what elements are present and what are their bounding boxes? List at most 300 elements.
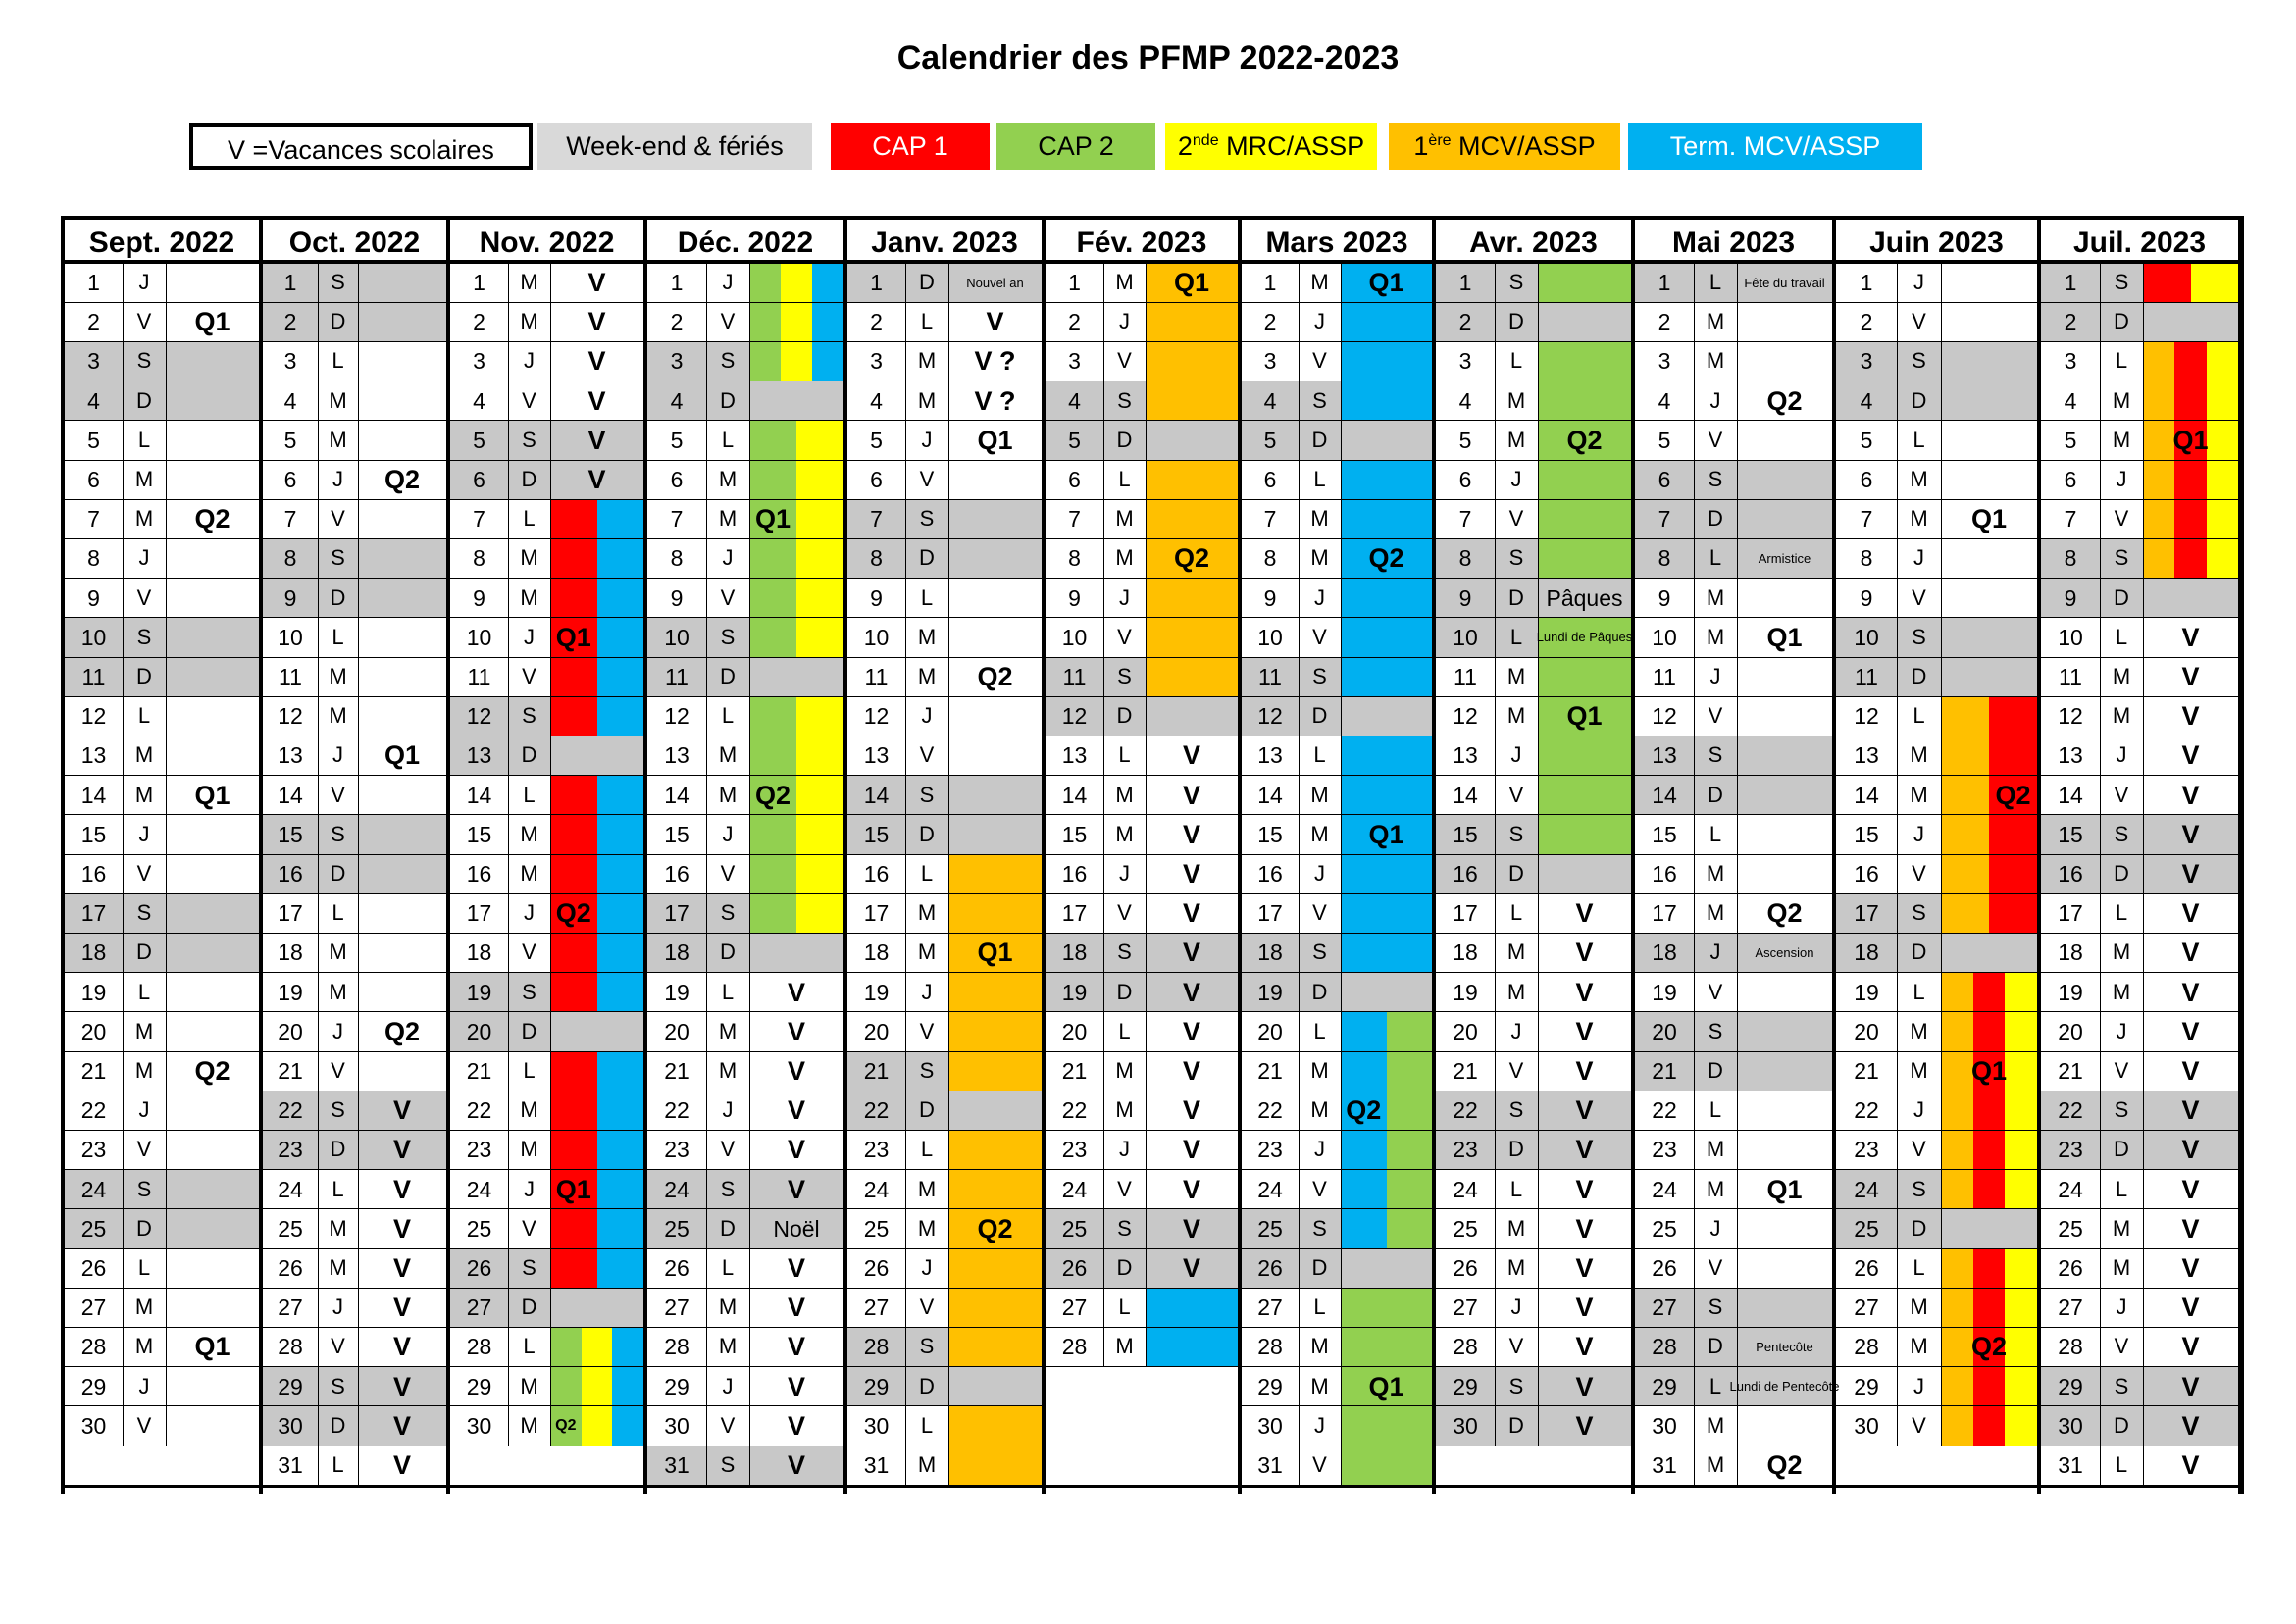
weekday-letter: D [330,1412,346,1438]
weekday-letter: M [329,1215,347,1241]
day-number: 2 [1263,309,1277,335]
weekday-letter: J [2116,1018,2127,1043]
day-number: 9 [283,584,297,611]
day-number: 29 [1652,1373,1677,1399]
weekday-letter: S [1708,742,1723,768]
weekday-letter: J [921,979,933,1004]
weekday-letter: M [1115,821,1134,846]
day-mark: V [1182,819,1200,849]
day-number: 13 [1854,742,1879,769]
day-mark: Q1 [194,780,230,810]
legend-post: MCV/ASSP [1451,131,1596,161]
weekday-letter: S [136,624,152,649]
day-mark: Q2 [194,1056,230,1086]
day-number: 12 [1854,703,1879,730]
weekday-letter: M [1706,1176,1725,1201]
weekday-letter: M [1706,900,1725,926]
pfmp-bar [948,1091,1042,1130]
day-number: 5 [1263,427,1277,453]
weekday-letter: S [1117,664,1132,688]
day-number: 13 [1257,742,1283,769]
weekday-letter: D [330,309,346,334]
day-mark: V [2181,859,2200,888]
day-mark: V [787,977,805,1007]
day-mark: Lundi de Pentecôte [1729,1379,1840,1395]
day-number: 5 [1658,427,1671,453]
weekday-letter: V [1312,1176,1327,1201]
day-number: 26 [2058,1255,2083,1281]
day-number: 22 [278,1097,303,1124]
day-number: 29 [1854,1373,1879,1399]
day-mark: Q1 [1368,819,1404,849]
weekday-letter: L [920,1137,934,1162]
pfmp-bar [2143,263,2191,302]
weekday-letter: M [1506,1215,1526,1241]
day-mark: V [2181,1174,2200,1204]
day-mark: V [1575,1095,1594,1126]
day-number: 22 [1061,1097,1088,1124]
day-mark: Q1 [754,504,791,534]
weekday-letter: L [920,584,934,610]
month-header: Mars 2023 [1242,216,1432,263]
day-number: 29 [1257,1373,1283,1399]
legend-sup: ère [1428,132,1452,149]
weekday-letter: V [331,1334,345,1359]
weekday-letter: M [718,467,738,491]
day-number: 27 [1257,1294,1283,1321]
day-number: 26 [1257,1255,1283,1281]
weekday-letter: S [919,1058,935,1083]
weekday-letter: L [137,1255,151,1280]
day-mark: V [1575,1371,1594,1401]
weekday-letter: D [720,1215,736,1241]
weekday-letter: D [1911,664,1927,688]
day-mark: Lundi de Pâques [1536,630,1633,645]
day-mark: V [1182,977,1200,1007]
day-mark: V [2181,819,2200,849]
weekday-letter: J [332,467,343,491]
day-number: 8 [1658,545,1671,572]
weekday-letter: J [1709,664,1721,688]
weekday-letter: J [1314,584,1325,610]
weekday-letter: S [1508,270,1524,294]
weekday-letter: M [1506,939,1526,965]
weekday-letter: J [1119,861,1130,886]
day-number: 1 [2064,270,2077,295]
day-number: 17 [2058,900,2083,927]
weekday-letter: M [1115,782,1134,807]
day-mark: Q2 [194,504,230,534]
weekday-letter: S [1912,348,1926,374]
weekday-letter: M [2112,939,2131,965]
weekday-letter: J [1709,939,1721,965]
day-mark: Q1 [555,622,591,652]
day-number: 4 [473,387,485,414]
day-number: 5 [283,427,297,453]
day-number: 31 [863,1452,890,1478]
day-number: 6 [2064,467,2077,492]
weekday-letter: S [1912,1176,1926,1201]
weekday-letter: V [136,584,152,610]
day-mark: V [2181,1332,2200,1362]
day-mark: Q2 [754,780,791,810]
weekday-letter: J [332,1294,343,1320]
day-number: 7 [870,506,883,533]
weekday-letter: D [1508,1137,1524,1162]
day-number: 13 [466,742,492,769]
weekday-letter: D [919,1373,935,1398]
day-number: 24 [1652,1176,1677,1202]
weekday-letter: D [1116,1255,1133,1280]
empty-cell [1046,1368,1238,1406]
weekday-letter: V [720,309,736,334]
day-number: 7 [1860,506,1873,533]
day-number: 25 [2058,1215,2083,1242]
day-mark: Ascension [1755,944,1814,960]
weekday-letter: M [2112,979,2131,1004]
day-number: 7 [87,506,100,533]
day-number: 16 [278,861,303,887]
weekday-letter: S [2114,1373,2129,1398]
weekday-letter: V [1508,1058,1524,1083]
weekday-letter: M [1506,703,1526,729]
weekday-letter: L [332,1176,344,1201]
day-mark: V [2181,1213,2200,1243]
day-number: 8 [87,545,100,572]
day-number: 4 [1860,387,1873,414]
weekday-letter: L [721,979,735,1004]
weekday-letter: D [1311,979,1328,1004]
pfmp-bar [749,381,843,421]
weekday-letter: L [332,348,344,374]
day-mark: Q1 [977,425,1013,455]
day-mark: V ? [974,385,1016,416]
weekday-letter: J [722,821,734,846]
day-number: 16 [1854,861,1879,887]
weekday-letter: M [917,387,937,413]
day-number: 1 [1860,270,1873,295]
day-number: 20 [80,1018,107,1044]
month-header: Oct. 2022 [263,216,446,263]
day-number: 12 [664,703,689,730]
day-number: 9 [2064,584,2077,611]
day-number: 27 [1854,1294,1879,1321]
day-mark: V [787,1410,805,1441]
day-number: 18 [1453,939,1478,966]
day-mark: Q2 [383,465,421,494]
legend-pre: 2 [1177,131,1193,161]
day-number: 24 [1453,1176,1478,1202]
weekday-letter: S [522,427,536,452]
day-mark: Q2 [1566,425,1603,455]
day-number: 19 [1652,979,1677,1005]
day-number: 18 [1652,939,1677,966]
day-mark: V [587,465,606,494]
day-mark: V [1182,898,1200,929]
day-number: 2 [1860,309,1873,335]
month-days [1046,263,1238,1494]
day-number: 18 [466,939,492,966]
weekday-letter: S [136,900,152,926]
weekday-letter: J [1119,584,1130,610]
row-line [1242,1485,1432,1488]
day-mark: V [2181,740,2200,771]
day-number: 8 [670,545,684,572]
day-mark: V [1182,1056,1200,1086]
day-mark: V [787,1016,805,1046]
pfmp-bar [2143,579,2238,618]
weekday-letter: V [331,506,345,532]
day-number: 3 [283,348,297,375]
day-number: 11 [864,664,889,689]
weekday-letter: J [921,1255,933,1280]
weekday-letter: J [138,545,150,571]
legend-item: CAP 1 [831,123,990,170]
weekday-letter: S [1708,467,1723,491]
day-number: 20 [863,1018,890,1044]
weekday-letter: S [720,624,736,649]
day-number: 31 [664,1452,689,1478]
row-line [847,1485,1042,1488]
day-number: 24 [80,1176,107,1202]
day-number: 28 [278,1334,303,1360]
weekday-letter: J [1709,387,1721,413]
weekday-letter: L [1709,545,1722,571]
day-mark: V [1182,1174,1200,1204]
calendar-grid [61,216,2238,1494]
day-mark: V [1575,898,1594,929]
weekday-letter: M [520,1097,538,1123]
weekday-letter: L [1509,1176,1523,1201]
day-number: 13 [1652,742,1677,769]
weekday-letter: J [138,1097,150,1123]
legend-item: CAP 2 [996,123,1155,170]
day-number: 21 [80,1058,107,1084]
weekday-letter: D [521,742,537,768]
day-number: 27 [664,1294,689,1321]
weekday-letter: D [1311,1255,1328,1280]
day-number: 6 [1263,467,1277,492]
day-number: 8 [2064,545,2077,572]
day-mark: V [1575,1293,1594,1323]
day-number: 9 [670,584,684,611]
month-header: Avr. 2023 [1436,216,1631,263]
month-column [1238,216,1432,1494]
day-number: 11 [1855,664,1878,689]
weekday-letter: J [524,624,535,649]
day-number: 4 [1458,387,1472,414]
day-mark: V [2181,1016,2200,1046]
legend-item [1389,123,1620,170]
day-number: 17 [863,900,890,927]
day-number: 23 [466,1137,492,1163]
month-header: Juil. 2023 [2041,216,2238,263]
weekday-letter: D [1708,1334,1723,1359]
weekday-letter: J [524,348,535,374]
weekday-letter: V [1508,1334,1524,1359]
legend-pre: 1 [1413,131,1429,161]
weekday-letter: V [1117,900,1132,926]
weekday-letter: M [1506,427,1526,452]
day-number: 8 [870,545,883,572]
weekday-letter: J [1510,1018,1522,1043]
day-number: 15 [466,821,492,847]
day-number: 17 [1854,900,1879,927]
day-number: 25 [278,1215,303,1242]
weekday-letter: M [1115,270,1134,294]
weekday-letter: V [1708,427,1723,452]
weekday-letter: M [1706,861,1725,886]
day-mark: V [587,307,606,337]
day-number: 19 [664,979,689,1005]
weekday-letter: S [2114,545,2129,571]
day-number: 5 [2064,427,2077,453]
row-line [263,1485,446,1488]
day-mark: V [1575,1174,1594,1204]
day-number: 9 [87,584,100,611]
day-number: 16 [664,861,689,887]
day-mark: V [1575,1016,1594,1046]
weekday-letter: S [331,821,345,846]
weekday-letter: L [1118,467,1131,491]
weekday-letter: V [919,1018,935,1043]
day-number: 18 [278,939,303,966]
day-number: 14 [863,782,890,808]
weekday-letter: D [2114,861,2129,886]
day-number: 8 [1263,545,1277,572]
weekday-letter: L [1118,742,1131,768]
weekday-letter: M [1706,584,1725,610]
weekday-letter: S [331,1373,345,1398]
day-mark: Q2 [1766,385,1803,416]
weekday-letter: V [720,584,736,610]
weekday-letter: L [1118,1018,1131,1043]
day-number: 31 [278,1452,303,1478]
day-number: 22 [1854,1097,1879,1124]
day-number: 2 [2064,309,2077,335]
day-number: 18 [2058,939,2083,966]
weekday-letter: M [1310,782,1329,807]
weekday-letter: L [1509,348,1523,374]
weekday-letter: S [522,979,536,1004]
weekday-letter: D [720,387,736,413]
weekday-letter: L [137,979,151,1004]
day-number: 14 [664,782,689,808]
day-number: 27 [278,1294,303,1321]
day-number: 17 [664,900,689,927]
day-number: 31 [1652,1452,1677,1478]
day-mark: Pentecôte [1756,1339,1813,1354]
day-number: 21 [1257,1058,1283,1084]
month-header: Mai 2023 [1635,216,1832,263]
weekday-letter: S [1508,821,1524,846]
day-number: 3 [870,348,883,375]
weekday-letter: S [1117,387,1132,413]
day-number: 23 [2058,1137,2083,1163]
day-number: 27 [1453,1294,1478,1321]
day-number: 7 [2064,506,2077,533]
day-number: 19 [1453,979,1478,1005]
weekday-letter: L [1313,1294,1326,1320]
day-mark: V [2181,1095,2200,1126]
weekday-letter: V [1312,624,1327,649]
weekday-letter: J [1314,1137,1325,1162]
day-mark: V [787,1450,805,1480]
weekday-letter: J [1913,270,1924,294]
day-number: 19 [863,979,890,1005]
month-header: Fév. 2023 [1046,216,1238,263]
day-number: 24 [2058,1176,2083,1202]
day-number: 23 [1257,1137,1283,1163]
weekday-letter: V [1117,624,1132,649]
day-number: 14 [1257,782,1283,808]
day-number: 25 [664,1215,689,1242]
weekday-letter: M [718,742,738,768]
day-mark: V [1182,1095,1200,1126]
day-number: 3 [473,348,485,375]
day-number: 30 [664,1412,689,1439]
day-number: 25 [1453,1215,1478,1242]
day-mark: Q1 [1970,1056,2007,1086]
weekday-letter: D [1911,1215,1927,1241]
day-number: 20 [1652,1018,1677,1044]
day-number: 9 [1658,584,1671,611]
day-number: 8 [1860,545,1873,572]
weekday-letter: J [921,427,933,452]
pfmp-bar [1341,1248,1432,1288]
weekday-letter: L [332,624,344,649]
month-header: Nov. 2022 [450,216,643,263]
pfmp-bar [1538,302,1631,341]
weekday-letter: M [1910,1058,1928,1083]
day-number: 17 [1257,900,1283,927]
day-number: 27 [1061,1294,1088,1321]
day-number: 10 [1453,624,1478,650]
weekday-letter: V [522,1215,536,1241]
day-mark: V [787,1174,805,1204]
day-number: 2 [1458,309,1472,335]
day-mark: Q1 [1173,268,1210,297]
day-number: 29 [863,1373,890,1399]
day-number: 6 [870,467,883,492]
weekday-letter: J [1510,467,1522,491]
day-number: 23 [1453,1137,1478,1163]
month-days [65,263,259,1494]
day-number: 29 [2058,1373,2083,1399]
weekday-letter: S [2114,270,2129,294]
day-number: 5 [1860,427,1873,453]
day-number: 18 [1854,939,1879,966]
day-number: 7 [1263,506,1277,533]
weekday-letter: J [2116,742,2127,768]
weekday-letter: D [136,664,152,688]
day-mark: V [787,1253,805,1283]
weekday-letter: J [2116,467,2127,491]
weekday-letter: S [919,782,935,807]
day-mark: V [1182,1213,1200,1243]
weekday-letter: M [1115,1058,1134,1083]
pfmp-bar [550,736,643,775]
day-number: 7 [670,506,684,533]
month-header: Déc. 2022 [647,216,843,263]
day-number: 21 [466,1058,492,1084]
row-line [647,1485,843,1488]
weekday-letter: D [1708,506,1723,532]
day-number: 16 [466,861,492,887]
day-mark: Q2 [555,1416,577,1434]
weekday-letter: D [1911,939,1927,965]
day-number: 5 [87,427,100,453]
